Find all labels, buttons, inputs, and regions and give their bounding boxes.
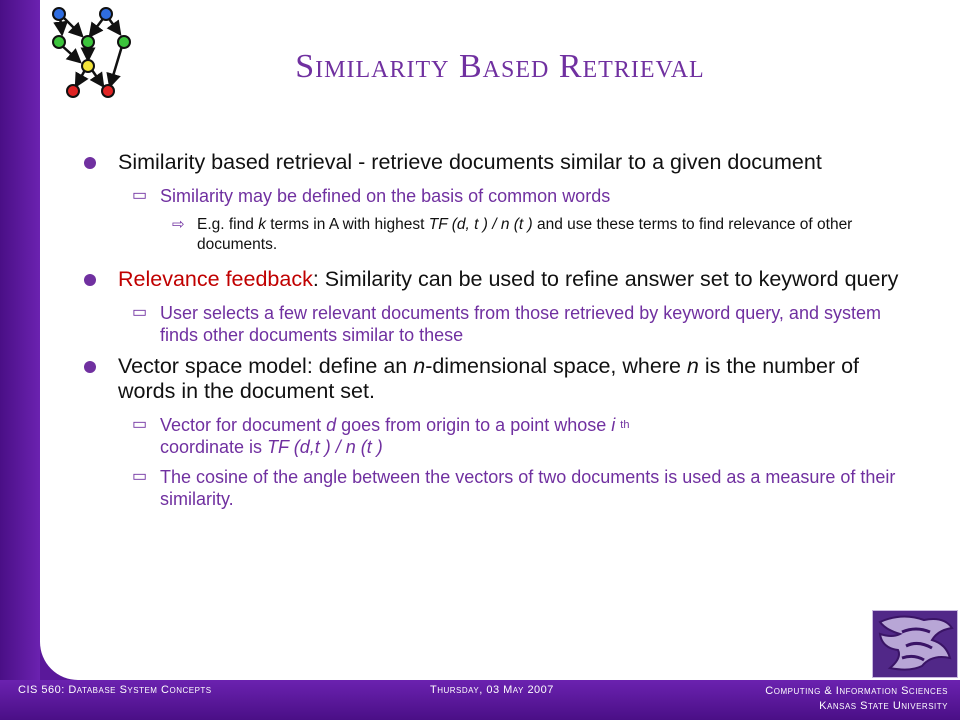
footer-department-line2: Kansas State University bbox=[819, 700, 948, 712]
slide-title: Similarity Based Retrieval bbox=[295, 48, 705, 85]
sub-bullet-vector-for-document: ▭ Vector for document d goes from origin to a point whose i $^{th}$ coordinate is TF (d,t ) / n (t ) bbox=[132, 415, 630, 457]
node-graph-logo-icon bbox=[40, 2, 140, 100]
footer-department-line1: Computing & Information Sciences bbox=[765, 685, 948, 697]
sub-bullet-user-selects: ▭ User selects a few relevant documents from those retrieved by keyword query, and system finds other documents similar to these bbox=[132, 303, 881, 345]
bullet-dot-icon bbox=[84, 157, 96, 169]
bullet-dot-icon bbox=[84, 361, 96, 373]
bullet-vector-space-model: Vector space model: define an n-dimensional space, where n is the number of words in the document set. bbox=[80, 354, 900, 404]
left-frame-bar bbox=[0, 0, 40, 720]
slide-marker-icon: ▭ bbox=[132, 187, 148, 204]
footer-department bbox=[765, 684, 948, 714]
powercat-emblem-icon bbox=[872, 610, 958, 678]
hollow-arrow-icon: ⇨ bbox=[172, 216, 185, 233]
bullet-dot-icon bbox=[84, 274, 96, 286]
bullet-similarity-retrieval: Similarity based retrieval - retrieve documents similar to a given document bbox=[80, 150, 900, 175]
slide-body bbox=[80, 150, 900, 518]
slide-marker-icon: ▭ bbox=[132, 468, 148, 485]
slide-marker-icon: ▭ bbox=[132, 416, 148, 433]
footer-date: Thursday, 03 May 2007 bbox=[430, 684, 554, 696]
bullet-relevance-feedback: Relevance feedback: Similarity can be used to refine answer set to keyword query bbox=[80, 267, 900, 292]
sub-sub-bullet-example: ⇨ E.g. find k terms in A with highest TF (d, t ) / n (t ) and use these terms to find relevance of other documents. bbox=[172, 216, 853, 253]
slide-marker-icon: ▭ bbox=[132, 304, 148, 321]
sub-bullet-cosine-similarity: ▭ The cosine of the angle between the vectors of two documents is used as a measure of their similarity. bbox=[132, 467, 896, 509]
sub-bullet-common-words: ▭ Similarity may be defined on the basis of common words bbox=[132, 186, 611, 206]
footer-course: CIS 560: Database System Concepts bbox=[18, 684, 212, 696]
